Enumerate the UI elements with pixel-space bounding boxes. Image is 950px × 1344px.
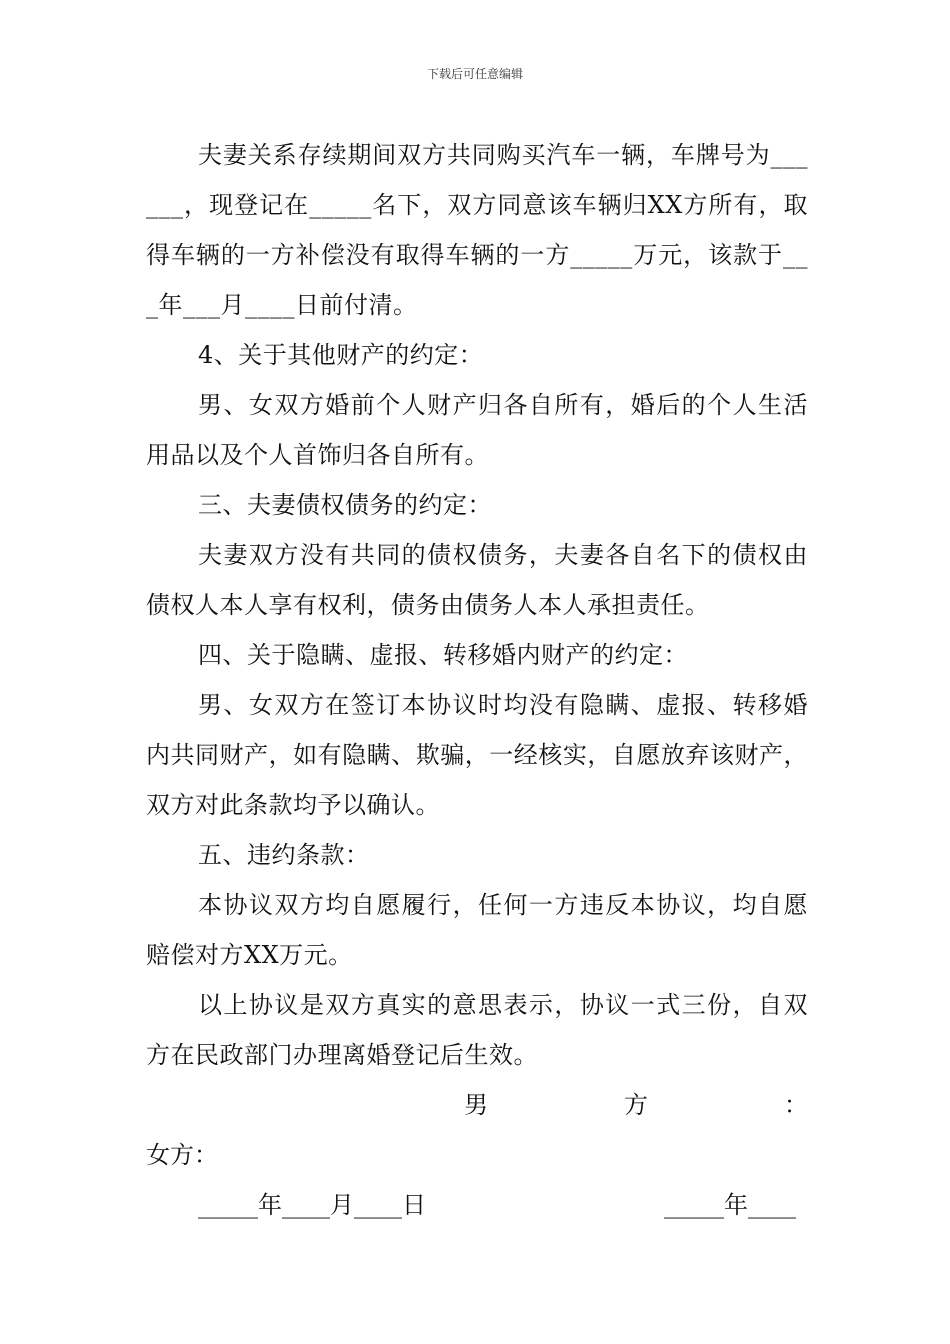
heading-other-property: 4、关于其他财产的约定：	[198, 341, 484, 369]
paragraph-vehicle: 夫妻关系存续期间双方共同购买汽车一辆，车牌号为______，现登记在_____名下，双方同意该车辆归XX方所有，取得车辆的一方补偿没有取得车辆的一方_____万元，该款于___年___月____日前付清。	[146, 141, 808, 319]
page-header-note: 下载后可任意编辑	[426, 67, 523, 81]
date-left: _____年____月____日	[198, 1191, 426, 1219]
heading-concealment: 四、关于隐瞒、虚报、转移婚内财产的约定：	[198, 641, 688, 669]
paragraph-other-property: 男、女双方婚前个人财产归各自所有，婚后的个人生活用品以及个人首饰归各自所有。	[146, 391, 808, 469]
male-label-char2: 方	[624, 1091, 648, 1119]
paragraph-concealment: 男、女双方在签订本协议时均没有隐瞒、虚报、转移婚内共同财产，如有隐瞒、欺骗，一经核实，自愿放弃该财产，双方对此条款均予以确认。	[146, 691, 808, 819]
document-body	[146, 130, 808, 1230]
heading-breach: 五、违约条款：	[198, 841, 370, 869]
male-signature-line	[146, 1080, 808, 1130]
paragraph-effect: 以上协议是双方真实的意思表示，协议一式三份，自双方在民政部门办理离婚登记后生效。	[146, 991, 808, 1069]
male-label-char1: 男	[464, 1091, 488, 1119]
heading-debts: 三、夫妻债权债务的约定：	[198, 491, 492, 519]
female-label: 女方：	[146, 1141, 218, 1169]
paragraph-breach: 本协议双方均自愿履行，任何一方违反本协议，均自愿赔偿对方XX万元。	[146, 891, 808, 969]
date-right: _____年____	[664, 1191, 796, 1219]
male-label-colon: ：	[784, 1091, 808, 1119]
signature-date-line	[146, 1180, 808, 1230]
female-signature-line	[146, 1130, 808, 1180]
paragraph-debts: 夫妻双方没有共同的债权债务，夫妻各自名下的债权由债权人本人享有权利，债务由债务人本人承担责任。	[146, 541, 808, 619]
